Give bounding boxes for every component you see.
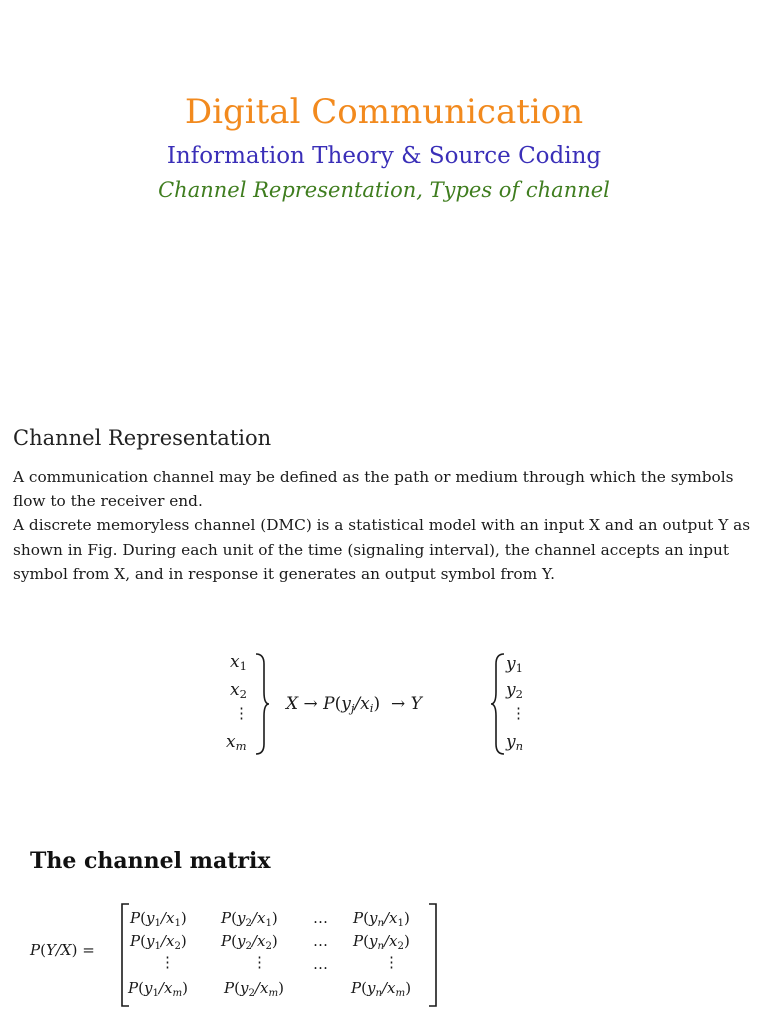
matrix-cell: $P(y_n/x_m)$: [351, 979, 412, 1000]
input-xm: $x_m$: [226, 732, 247, 754]
output-yn: $y_n$: [506, 732, 524, 754]
channel-expression: $X \to P(y_j/x_i) \to Y$: [286, 694, 422, 716]
matrix-cell: $P(y_n/x_1)$: [353, 909, 410, 930]
section-body: [13, 465, 753, 586]
section-heading: Channel Representation: [13, 426, 272, 450]
channel-diagram: [0, 640, 768, 770]
page-title: Digital Communication: [184, 92, 584, 132]
matrix-lhs: P(Y/X) =: [30, 941, 95, 959]
paragraph-1: A communication channel may be defined as the path or medium through which the symbols flow to the receiver end.: [13, 468, 734, 511]
matrix-cell: …: [313, 955, 328, 973]
input-x1: $x_1$: [230, 652, 247, 674]
output-y1: $y_1$: [506, 654, 523, 676]
matrix-cell: …: [313, 909, 328, 927]
matrix-cell: $P(y_2/x_2)$: [221, 932, 278, 953]
matrix-cell: ⋮: [384, 953, 399, 971]
output-vdots: ⋮: [511, 704, 526, 722]
matrix-cell: ⋮: [160, 953, 175, 971]
matrix-cell: $P(y_2/x_m)$: [224, 979, 284, 1000]
channel-matrix: [0, 895, 768, 1015]
right-brace: [254, 652, 270, 756]
matrix-cell: …: [313, 932, 328, 950]
matrix-cell: $P(y_1/x_m)$: [128, 979, 188, 1000]
matrix-cell: $P(y_1/x_2)$: [130, 932, 187, 953]
input-vdots: ⋮: [234, 704, 249, 722]
matrix-right-bracket: [428, 903, 438, 1007]
page-subtitle: Information Theory & Source Coding: [166, 143, 602, 169]
paragraph-2: A discrete memoryless channel (DMC) is a statistical model with an input X and an output Y as shown in Fig. During each unit of the time (signaling interval), the channel accepts an input symbol from X, and in response it generates an output symbol from Y.: [13, 516, 751, 583]
matrix-cell: $P(y_1/x_1)$: [130, 909, 187, 930]
left-brace: [490, 652, 506, 756]
output-y2: $y_2$: [506, 680, 523, 702]
matrix-cell: $P(y_2/x_1)$: [221, 909, 278, 930]
topic-line: Channel Representation, Types of channel: [158, 178, 610, 202]
input-x2: $x_2$: [230, 680, 247, 702]
matrix-heading: The channel matrix: [30, 848, 271, 874]
matrix-cell: ⋮: [252, 953, 267, 971]
matrix-cell: $P(y_n/x_2)$: [353, 932, 410, 953]
